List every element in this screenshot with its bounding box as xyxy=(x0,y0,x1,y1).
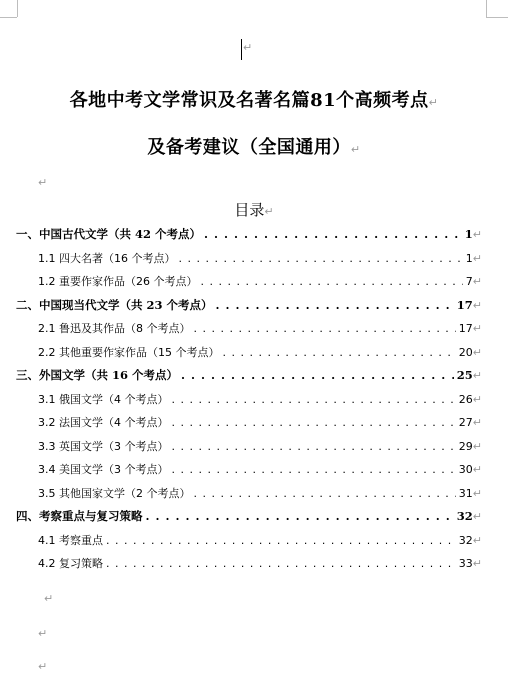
toc-entry-title: 二、中国现当代文学（共 23 个考点） xyxy=(16,298,213,312)
toc-dot-leader xyxy=(172,416,456,429)
toc-dot-leader xyxy=(106,557,456,570)
toc-entry-title: 四、考察重点与复习策略 xyxy=(16,509,143,523)
paragraph-mark-icon: ↵ xyxy=(472,463,482,476)
toc-dot-leader xyxy=(172,440,456,453)
toc-entry-title: 3.1 俄国文学（4 个考点） xyxy=(38,393,169,406)
paragraph-mark-icon: ↵ xyxy=(38,176,48,189)
toc-entry-page-number: 17 xyxy=(458,322,473,335)
paragraph-mark-icon: ↵ xyxy=(472,369,482,382)
paragraph-mark-icon: ↵ xyxy=(472,346,482,359)
toc-entry[interactable] xyxy=(38,250,482,270)
toc-entry-page-number: 1 xyxy=(464,227,473,241)
toc-entry-title: 3.4 美国文学（3 个考点） xyxy=(38,463,169,476)
toc-heading xyxy=(0,199,508,220)
paragraph-mark-icon: ↵ xyxy=(264,205,274,218)
toc-dot-leader xyxy=(172,393,456,406)
document-title-line-1[interactable] xyxy=(0,86,508,112)
toc-dot-leader xyxy=(146,509,454,523)
toc-entry-title: 2.2 其他重要作家作品（15 个考点） xyxy=(38,346,220,359)
paragraph-mark-icon: ↵ xyxy=(472,534,482,547)
toc-entry[interactable] xyxy=(38,320,482,340)
paragraph-mark-icon: ↵ xyxy=(472,228,482,241)
toc-entry-title: 3.3 英国文学（3 个考点） xyxy=(38,440,169,453)
toc-entry-title: 4.1 考察重点 xyxy=(38,534,103,547)
paragraph-mark-icon: ↵ xyxy=(472,393,482,406)
toc-entry-title: 4.2 复习策略 xyxy=(38,557,103,570)
paragraph-mark-icon: ↵ xyxy=(472,299,482,312)
toc-dot-leader xyxy=(222,346,455,359)
toc-entry-page-number: 17 xyxy=(456,298,473,312)
toc-dot-leader xyxy=(204,227,462,241)
paragraph-mark-icon: ↵ xyxy=(38,660,48,673)
toc-dot-leader xyxy=(194,322,456,335)
paragraph-mark-icon: ↵ xyxy=(38,627,48,640)
toc-dot-leader xyxy=(106,534,456,547)
paragraph-mark-icon: ↵ xyxy=(428,96,439,109)
toc-entry[interactable] xyxy=(38,438,482,458)
toc-dot-leader xyxy=(216,298,454,312)
paragraph-mark-icon: ↵ xyxy=(472,416,482,429)
toc-entry-page-number: 29 xyxy=(458,440,473,453)
paragraph-mark-icon: ↵ xyxy=(243,41,253,54)
paragraph-mark-icon: ↵ xyxy=(350,143,361,156)
toc-dot-leader xyxy=(172,463,456,476)
paragraph-mark-icon: ↵ xyxy=(472,322,482,335)
toc-entry-title: 1.1 四大名著（16 个考点） xyxy=(38,252,176,265)
toc-entry[interactable] xyxy=(38,532,482,552)
toc-entry-page-number: 32 xyxy=(456,509,473,523)
toc-dot-leader xyxy=(178,252,462,265)
text-cursor xyxy=(241,39,242,60)
toc-entry[interactable] xyxy=(38,461,482,481)
toc-entry[interactable] xyxy=(38,414,482,434)
toc-entry[interactable] xyxy=(38,485,482,505)
toc-entry-page-number: 20 xyxy=(458,346,473,359)
toc-entry-page-number: 1 xyxy=(465,252,473,265)
toc-entry-page-number: 7 xyxy=(465,275,473,288)
crop-mark-top-left-vertical xyxy=(17,0,18,17)
toc-entry[interactable] xyxy=(16,508,482,528)
toc-entry[interactable] xyxy=(16,297,482,317)
toc-heading-text: 目录 xyxy=(234,201,265,219)
paragraph-mark-icon: ↵ xyxy=(472,487,482,500)
toc-dot-leader xyxy=(194,487,456,500)
toc-entry-title: 3.5 其他国家文学（2 个考点） xyxy=(38,487,191,500)
toc-entry-page-number: 30 xyxy=(458,463,473,476)
toc-entry-page-number: 31 xyxy=(458,487,473,500)
title-line-1-text: 各地中考文学常识及名著名篇81个高频考点 xyxy=(69,90,429,111)
toc-entry[interactable] xyxy=(38,391,482,411)
toc-entry-page-number: 25 xyxy=(456,368,473,382)
toc-entry[interactable] xyxy=(38,273,482,293)
document-title-line-2[interactable] xyxy=(0,133,508,159)
toc-dot-leader xyxy=(200,275,462,288)
toc-entry-title: 1.2 重要作家作品（26 个考点） xyxy=(38,275,198,288)
toc-entry[interactable] xyxy=(16,226,482,246)
toc-entry-page-number: 33 xyxy=(458,557,473,570)
toc-entry-title: 三、外国文学（共 16 个考点） xyxy=(16,368,179,382)
toc-entry-title: 3.2 法国文学（4 个考点） xyxy=(38,416,169,429)
toc-entry[interactable] xyxy=(38,555,482,575)
title-line-2-text: 及备考建议（全国通用） xyxy=(147,137,351,158)
toc-entry-title: 一、中国古代文学（共 42 个考点） xyxy=(16,227,202,241)
crop-mark-top-left-horizontal xyxy=(0,17,17,18)
crop-mark-top-right-horizontal xyxy=(486,17,508,18)
paragraph-mark-icon: ↵ xyxy=(472,275,482,288)
toc-entry-page-number: 26 xyxy=(458,393,473,406)
paragraph-mark-icon: ↵ xyxy=(472,510,482,523)
toc-dot-leader xyxy=(181,368,454,382)
toc-entry-title: 2.1 鲁迅及其作品（8 个考点） xyxy=(38,322,191,335)
paragraph-mark-icon: ↵ xyxy=(472,557,482,570)
paragraph-mark-icon: ↵ xyxy=(44,592,54,605)
paragraph-mark-icon: ↵ xyxy=(472,440,482,453)
toc-entry-page-number: 27 xyxy=(458,416,473,429)
toc-entry-page-number: 32 xyxy=(458,534,473,547)
toc-entry[interactable] xyxy=(38,344,482,364)
paragraph-mark-icon: ↵ xyxy=(472,252,482,265)
toc-entry[interactable] xyxy=(16,367,482,387)
crop-mark-top-right-vertical xyxy=(486,0,487,17)
